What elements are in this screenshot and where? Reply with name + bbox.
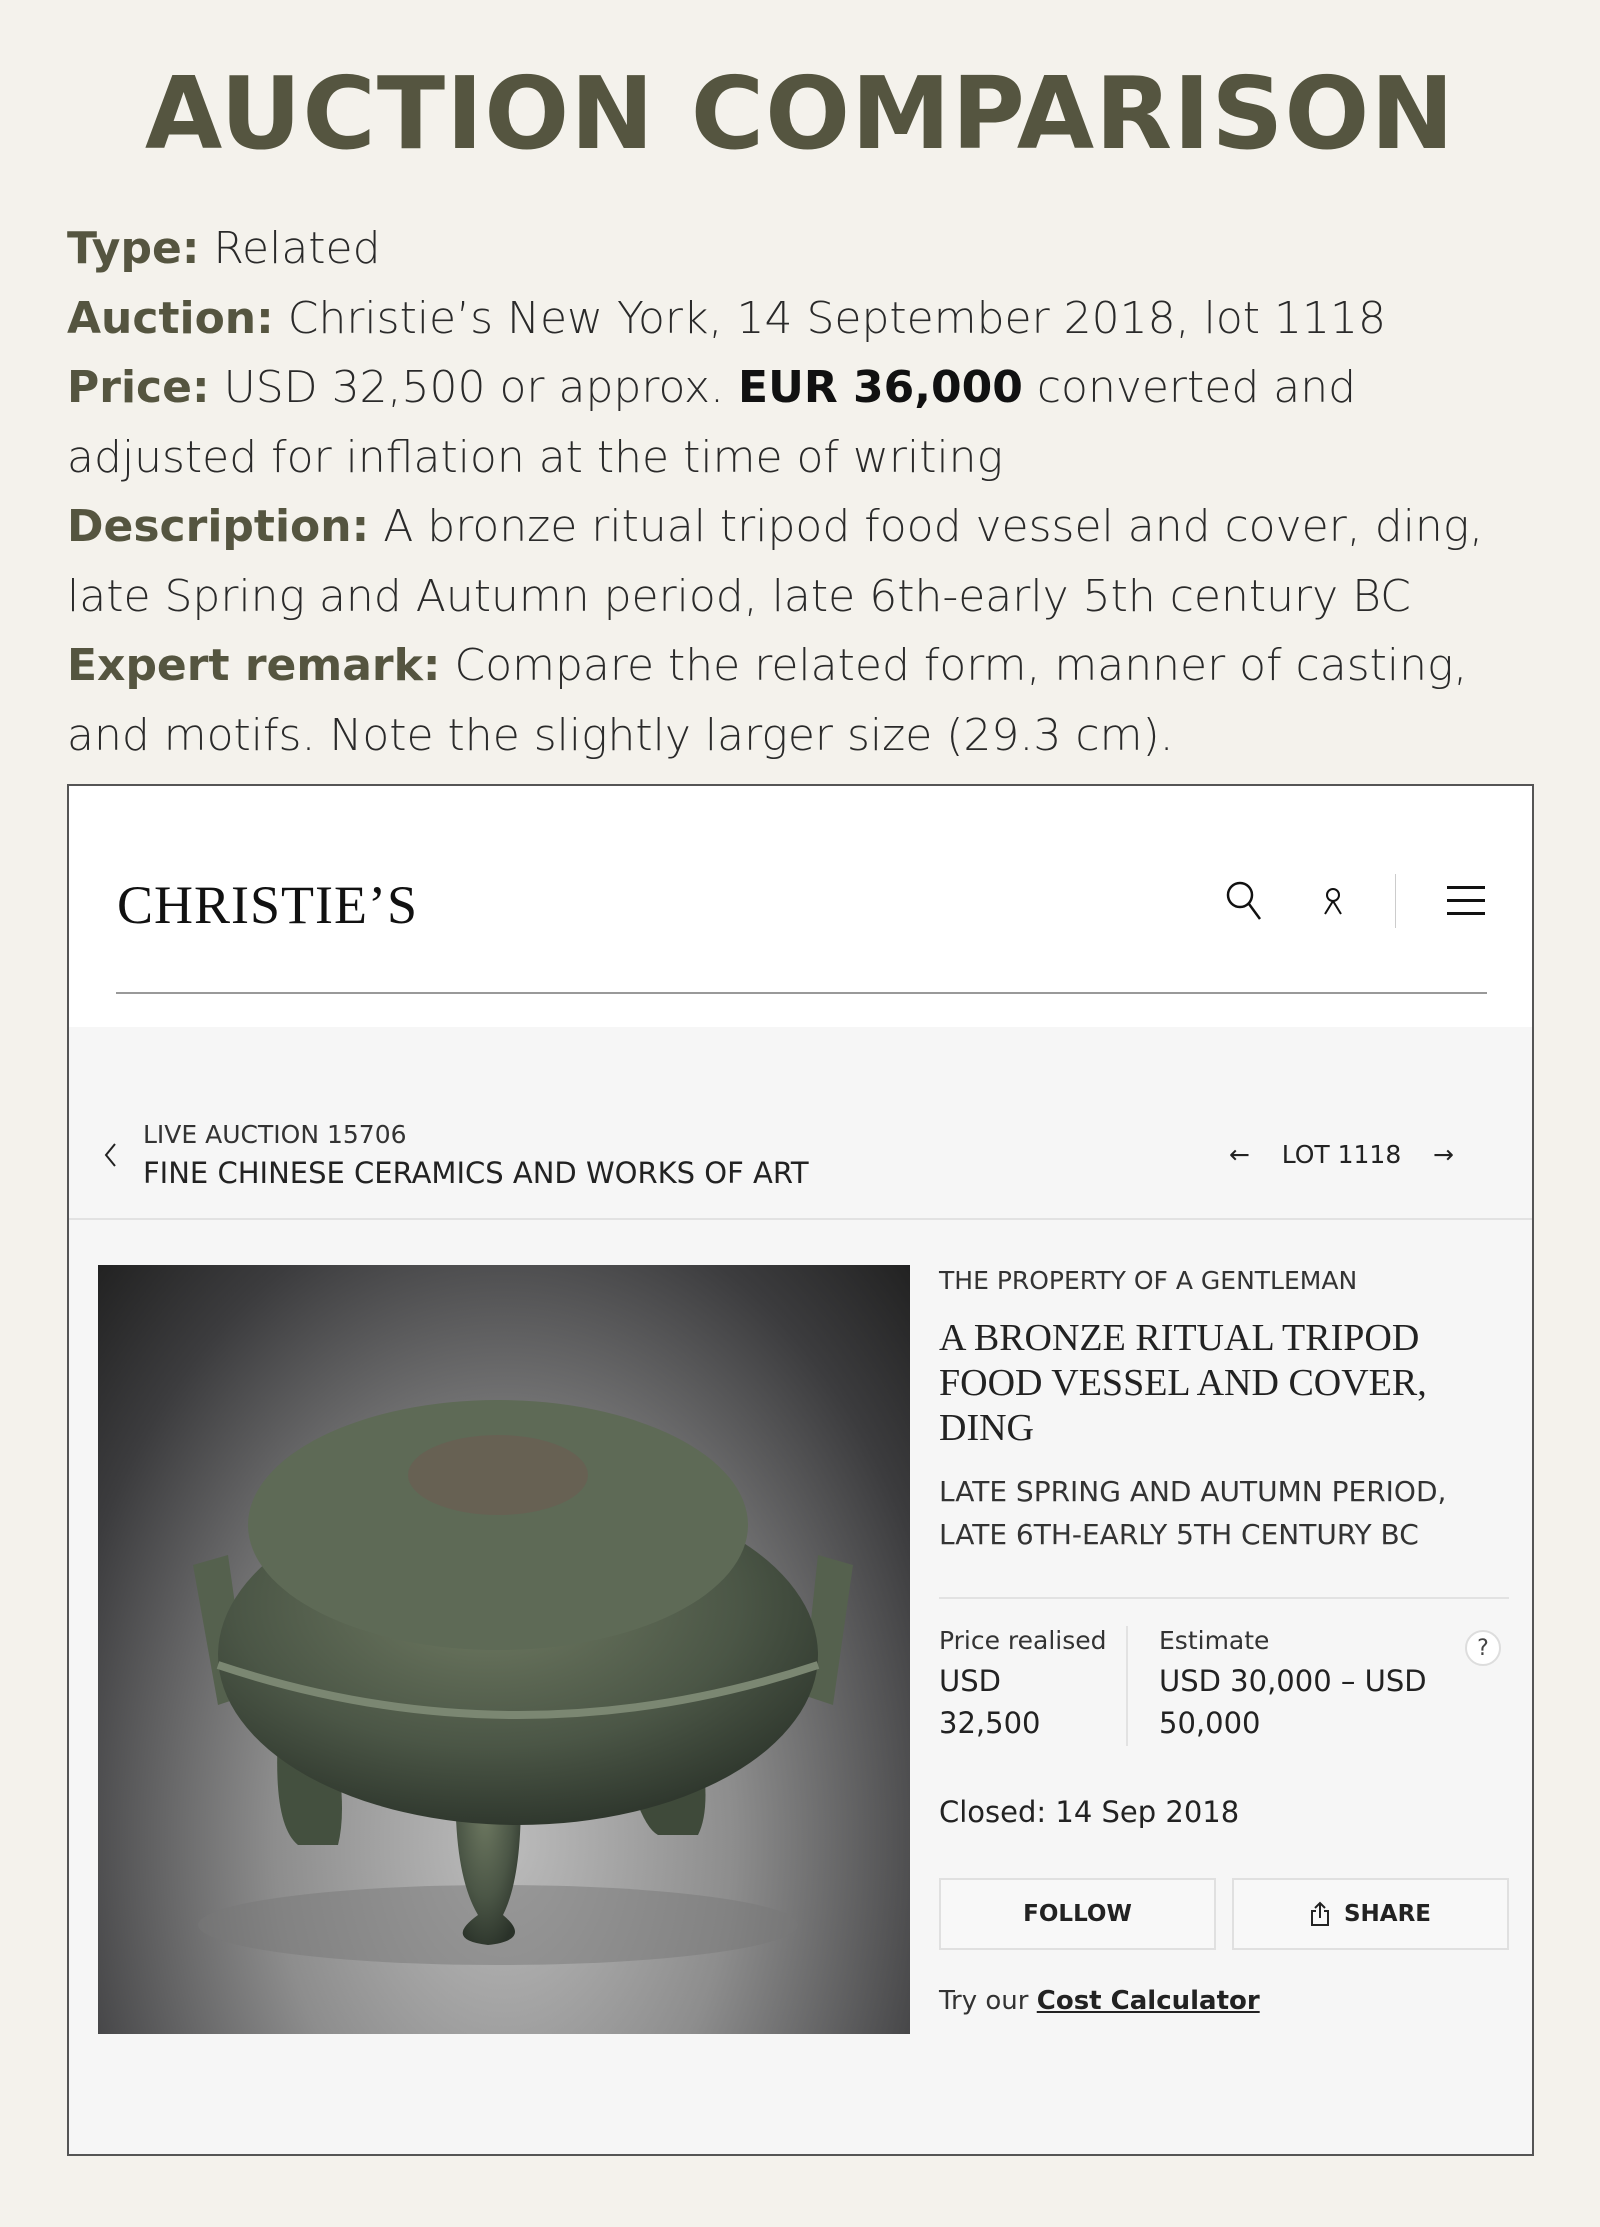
follow-label: FOLLOW bbox=[1023, 1901, 1132, 1927]
auction-number[interactable]: LIVE AUCTION 15706 bbox=[143, 1120, 407, 1149]
price-realised-currency: USD bbox=[939, 1664, 1001, 1698]
header-rule bbox=[116, 992, 1487, 994]
comparison-info bbox=[67, 214, 1547, 770]
lot-number: LOT 1118 bbox=[1281, 1140, 1402, 1169]
auction-label: Auction: bbox=[67, 292, 274, 344]
description-label: Description: bbox=[67, 501, 370, 552]
auction-title[interactable]: FINE CHINESE CERAMICS AND WORKS OF ART bbox=[143, 1156, 809, 1190]
cost-prefix: Try our bbox=[939, 1986, 1029, 2016]
provenance: THE PROPERTY OF A GENTLEMAN bbox=[939, 1266, 1358, 1295]
page-title: AUCTION COMPARISON bbox=[144, 55, 1456, 172]
price-usd: USD 32,500 or approx. bbox=[223, 362, 725, 413]
breadcrumb-divider bbox=[69, 1218, 1532, 1220]
estimate-label: Estimate bbox=[1159, 1626, 1270, 1655]
type-label: Type: bbox=[67, 223, 200, 274]
next-lot-icon[interactable]: → bbox=[1433, 1140, 1454, 1169]
price-realised-value: 32,500 bbox=[939, 1706, 1041, 1740]
lot-title: A BRONZE RITUAL TRIPOD FOOD VESSEL AND COVER, DING bbox=[939, 1317, 1427, 1449]
lot-image[interactable] bbox=[98, 1265, 910, 2034]
share-icon bbox=[1310, 1901, 1330, 1927]
auction-value: Christie’s New York, 14 September 2018, lot 1118 bbox=[287, 292, 1386, 344]
search-icon[interactable] bbox=[1224, 879, 1264, 923]
lot-period: LATE SPRING AND AUTUMN PERIOD, LATE 6TH-EARLY 5TH CENTURY BC bbox=[939, 1475, 1447, 1551]
menu-icon[interactable] bbox=[1447, 883, 1487, 919]
site-header bbox=[69, 786, 1532, 1027]
price-realised-label: Price realised bbox=[939, 1626, 1107, 1655]
price-divider bbox=[1126, 1626, 1128, 1746]
help-icon[interactable]: ? bbox=[1465, 1630, 1501, 1666]
estimate-line-2: 50,000 bbox=[1159, 1706, 1261, 1740]
type-value: Related bbox=[213, 223, 381, 274]
lot-navigation bbox=[1229, 1140, 1454, 1169]
bronze-ding-illustration bbox=[98, 1265, 910, 2034]
description-value: A bronze ritual tripod food vessel and cover, ding, late Spring and Autumn period, late 6th-early 5th century BC bbox=[67, 501, 1484, 622]
account-icon[interactable] bbox=[1321, 886, 1345, 918]
remark-value: Compare the related form, manner of casting, and motifs. Note the slightly larger size (29.3 cm). bbox=[67, 640, 1468, 761]
follow-button[interactable] bbox=[939, 1878, 1216, 1950]
price-label: Price: bbox=[67, 362, 210, 413]
price-note: converted and adjusted for inflation at the time of writing bbox=[67, 362, 1357, 483]
christies-logo[interactable]: CHRISTIE’S bbox=[117, 875, 419, 935]
back-chevron-icon[interactable] bbox=[103, 1142, 117, 1168]
header-divider bbox=[1395, 874, 1396, 928]
price-eur: EUR 36,000 bbox=[738, 362, 1023, 413]
share-button[interactable] bbox=[1232, 1878, 1509, 1950]
share-label: SHARE bbox=[1343, 1901, 1432, 1927]
closed-date: Closed: 14 Sep 2018 bbox=[939, 1795, 1240, 1829]
christies-screenshot bbox=[67, 784, 1534, 2156]
cost-calculator-line bbox=[939, 1986, 1260, 2016]
prev-lot-icon[interactable]: ← bbox=[1228, 1140, 1250, 1169]
remark-label: Expert remark: bbox=[67, 640, 441, 691]
cost-calculator-link[interactable]: Cost Calculator bbox=[1036, 1986, 1260, 2016]
details-divider bbox=[939, 1597, 1509, 1599]
estimate-line-1: USD 30,000 – USD bbox=[1159, 1664, 1427, 1698]
